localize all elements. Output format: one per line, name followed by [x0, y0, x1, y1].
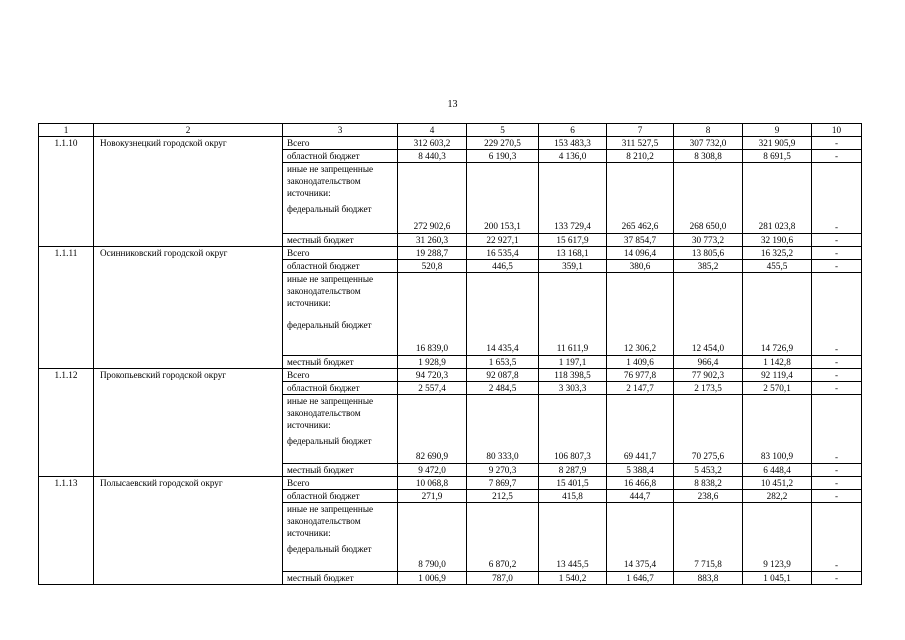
source-label-federal: федеральный бюджет	[287, 320, 372, 330]
value-cell	[743, 163, 812, 234]
value-cell: 8 838,2	[674, 477, 743, 490]
value-cell: 212,5	[467, 490, 539, 503]
value-cell	[398, 163, 467, 234]
source-label-line: иные не запрещенные	[287, 396, 374, 406]
federal-value: 281 023,8	[758, 221, 796, 231]
value-cell	[674, 395, 743, 464]
column-header: 5	[467, 124, 539, 137]
federal-value: 80 333,0	[486, 451, 519, 461]
dash-cell: -	[812, 477, 862, 490]
value-cell	[743, 273, 812, 356]
table-row	[39, 369, 862, 382]
value-cell	[607, 163, 674, 234]
table-row	[39, 477, 862, 490]
federal-value: 265 462,6	[621, 221, 659, 231]
column-header: 1	[39, 124, 94, 137]
value-cell	[467, 395, 539, 464]
source-label-line: иные не запрещенные	[287, 504, 374, 514]
source-label: местный бюджет	[283, 464, 398, 477]
source-label-other	[283, 395, 398, 464]
value-cell: 76 977,8	[607, 369, 674, 382]
row-code: 1.1.11	[39, 247, 94, 369]
dash-cell: -	[812, 503, 862, 572]
spacer	[287, 309, 395, 319]
source-label: областной бюджет	[283, 260, 398, 273]
value-cell	[398, 395, 467, 464]
district-name: Осинниковский городской округ	[94, 247, 283, 369]
federal-value: 69 441,7	[623, 451, 657, 461]
federal-value: 14 435,4	[486, 343, 519, 353]
column-header: 8	[674, 124, 743, 137]
value-cell	[674, 503, 743, 572]
value-cell: 307 732,0	[674, 137, 743, 150]
value-cell: 32 190,6	[743, 234, 812, 247]
value-cell	[674, 163, 743, 234]
value-cell	[467, 273, 539, 356]
source-label-line: законодательством	[287, 516, 361, 526]
page-number: 13	[447, 99, 458, 110]
value-cell: 380,6	[607, 260, 674, 273]
value-cell	[743, 395, 812, 464]
dash-cell: -	[812, 150, 862, 163]
row-code: 1.1.10	[39, 137, 94, 247]
value-cell: 2 147,7	[607, 382, 674, 395]
value-cell: 13 168,1	[539, 247, 607, 260]
source-label-line: источники:	[287, 420, 331, 430]
federal-value: 133 729,4	[554, 221, 591, 231]
value-cell	[539, 503, 607, 572]
value-cell: 30 773,2	[674, 234, 743, 247]
value-cell: 9 472,0	[398, 464, 467, 477]
value-cell: 1 006,9	[398, 572, 467, 585]
federal-value: 11 611,9	[556, 343, 589, 353]
value-cell	[539, 163, 607, 234]
federal-value: 9 123,9	[763, 559, 791, 569]
table-row	[39, 247, 862, 260]
district-name: Прокопьевский городской округ	[94, 369, 283, 477]
federal-value: 6 870,2	[488, 559, 517, 569]
federal-value: 268 650,0	[689, 221, 727, 231]
value-cell: 2 570,1	[743, 382, 812, 395]
value-cell: 13 805,6	[674, 247, 743, 260]
source-label-federal: федеральный бюджет	[287, 544, 372, 554]
federal-value: 70 275,6	[691, 451, 725, 461]
source-label-federal: федеральный бюджет	[287, 436, 372, 446]
header-row	[39, 124, 862, 137]
column-header: 4	[398, 124, 467, 137]
source-label-line: законодательством	[287, 286, 361, 296]
row-code: 1.1.12	[39, 369, 94, 477]
source-label: Всего	[283, 247, 398, 260]
dash-cell: -	[812, 490, 862, 503]
federal-value: 14 726,9	[760, 343, 794, 353]
value-cell: 455,5	[743, 260, 812, 273]
value-cell: 16 535,4	[467, 247, 539, 260]
value-cell: 415,8	[539, 490, 607, 503]
value-cell: 5 453,2	[674, 464, 743, 477]
value-cell: 10 451,2	[743, 477, 812, 490]
column-header: 7	[607, 124, 674, 137]
value-cell: 385,2	[674, 260, 743, 273]
value-cell: 229 270,5	[467, 137, 539, 150]
column-header: 9	[743, 124, 812, 137]
source-label-line: законодательством	[287, 176, 361, 186]
district-name: Новокузнецкий городской округ	[94, 137, 283, 247]
budget-table	[38, 123, 862, 585]
column-header: 10	[812, 124, 862, 137]
value-cell: 4 136,0	[539, 150, 607, 163]
value-cell	[398, 503, 467, 572]
source-label-other	[283, 163, 398, 234]
table-row	[39, 137, 862, 150]
source-label-federal: федеральный бюджет	[287, 204, 372, 214]
federal-value: 14 375,4	[623, 559, 657, 569]
value-cell: 6 448,4	[743, 464, 812, 477]
federal-value: 106 807,3	[554, 451, 591, 461]
federal-value: 82 690,9	[415, 451, 449, 461]
value-cell: 77 902,3	[674, 369, 743, 382]
value-cell	[743, 503, 812, 572]
column-header: 3	[283, 124, 398, 137]
source-label-line: источники:	[287, 528, 331, 538]
source-label-line: источники:	[287, 188, 331, 198]
value-cell	[539, 273, 607, 356]
dash-cell: -	[812, 137, 862, 150]
federal-value: 8 790,0	[418, 559, 446, 569]
value-cell: 1 045,1	[743, 572, 812, 585]
source-label: областной бюджет	[283, 150, 398, 163]
value-cell: 8 210,2	[607, 150, 674, 163]
dash-cell: -	[812, 260, 862, 273]
value-cell: 10 068,8	[398, 477, 467, 490]
dash-cell: -	[812, 572, 862, 585]
value-cell: 446,5	[467, 260, 539, 273]
value-cell: 1 646,7	[607, 572, 674, 585]
value-cell: 153 483,3	[539, 137, 607, 150]
federal-value: 13 445,5	[556, 559, 589, 569]
value-cell: 14 096,4	[607, 247, 674, 260]
value-cell: 1 197,1	[539, 356, 607, 369]
value-cell	[467, 503, 539, 572]
source-label: Всего	[283, 369, 398, 382]
value-cell: 92 119,4	[743, 369, 812, 382]
value-cell: 2 557,4	[398, 382, 467, 395]
value-cell: 359,1	[539, 260, 607, 273]
dash-cell: -	[812, 273, 862, 356]
value-cell	[674, 273, 743, 356]
row-code: 1.1.13	[39, 477, 94, 585]
value-cell: 5 388,4	[607, 464, 674, 477]
source-label: местный бюджет	[283, 234, 398, 247]
value-cell: 7 869,7	[467, 477, 539, 490]
dash-cell: -	[812, 382, 862, 395]
value-cell: 271,9	[398, 490, 467, 503]
value-cell: 883,8	[674, 572, 743, 585]
source-label: местный бюджет	[283, 572, 398, 585]
value-cell	[539, 395, 607, 464]
column-header: 6	[539, 124, 607, 137]
value-cell: 92 087,8	[467, 369, 539, 382]
value-cell: 8 287,9	[539, 464, 607, 477]
value-cell: 16 325,2	[743, 247, 812, 260]
dash-cell: -	[812, 163, 862, 234]
value-cell	[607, 503, 674, 572]
value-cell: 94 720,3	[398, 369, 467, 382]
value-cell: 520,8	[398, 260, 467, 273]
value-cell: 1 928,9	[398, 356, 467, 369]
dash-cell: -	[812, 395, 862, 464]
value-cell: 321 905,9	[743, 137, 812, 150]
value-cell: 312 603,2	[398, 137, 467, 150]
dash-cell: -	[812, 369, 862, 382]
value-cell: 444,7	[607, 490, 674, 503]
value-cell: 2 173,5	[674, 382, 743, 395]
federal-value: 12 454,0	[691, 343, 725, 353]
source-label-line: источники:	[287, 298, 331, 308]
value-cell: 16 466,8	[607, 477, 674, 490]
value-cell	[398, 273, 467, 356]
source-label: областной бюджет	[283, 382, 398, 395]
value-cell	[607, 395, 674, 464]
source-label: местный бюджет	[283, 356, 398, 369]
source-label: Всего	[283, 477, 398, 490]
value-cell: 8 308,8	[674, 150, 743, 163]
source-label-other	[283, 503, 398, 572]
value-cell: 1 540,2	[539, 572, 607, 585]
federal-value: 200 153,1	[484, 221, 521, 231]
value-cell	[607, 273, 674, 356]
value-cell: 19 288,7	[398, 247, 467, 260]
dash-cell: -	[812, 356, 862, 369]
value-cell: 2 484,5	[467, 382, 539, 395]
source-label: Всего	[283, 137, 398, 150]
value-cell: 787,0	[467, 572, 539, 585]
column-header: 2	[94, 124, 283, 137]
value-cell: 118 398,5	[539, 369, 607, 382]
value-cell: 8 440,3	[398, 150, 467, 163]
federal-value: 7 715,8	[694, 559, 722, 569]
value-cell: 8 691,5	[743, 150, 812, 163]
source-label-line: иные не запрещенные	[287, 164, 374, 174]
federal-value: 16 839,0	[415, 343, 449, 353]
value-cell: 37 854,7	[607, 234, 674, 247]
value-cell: 15 401,5	[539, 477, 607, 490]
federal-value: 272 902,6	[413, 221, 451, 231]
value-cell: 238,6	[674, 490, 743, 503]
source-label: областной бюджет	[283, 490, 398, 503]
dash-cell: -	[812, 234, 862, 247]
value-cell: 9 270,3	[467, 464, 539, 477]
dash-cell: -	[812, 247, 862, 260]
district-name: Полысаевский городской округ	[94, 477, 283, 585]
federal-value: 83 100,9	[760, 451, 794, 461]
value-cell: 31 260,3	[398, 234, 467, 247]
federal-value: 12 306,2	[623, 343, 657, 353]
source-label-line: законодательством	[287, 408, 361, 418]
value-cell: 6 190,3	[467, 150, 539, 163]
value-cell: 1 409,6	[607, 356, 674, 369]
source-label-line: иные не запрещенные	[287, 274, 374, 284]
value-cell: 282,2	[743, 490, 812, 503]
value-cell	[467, 163, 539, 234]
dash-cell: -	[812, 464, 862, 477]
value-cell: 1 653,5	[467, 356, 539, 369]
source-label-other	[283, 273, 398, 356]
value-cell: 3 303,3	[539, 382, 607, 395]
value-cell: 15 617,9	[539, 234, 607, 247]
value-cell: 22 927,1	[467, 234, 539, 247]
value-cell: 311 527,5	[607, 137, 674, 150]
value-cell: 1 142,8	[743, 356, 812, 369]
value-cell: 966,4	[674, 356, 743, 369]
